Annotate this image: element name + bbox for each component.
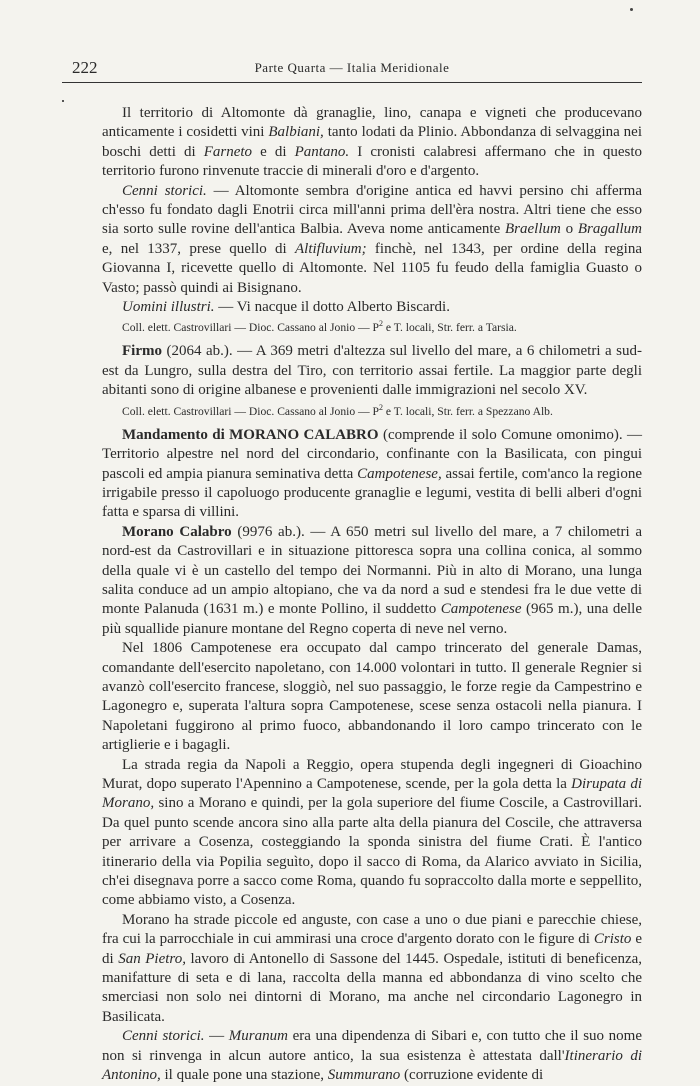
paragraph-morano-town xyxy=(102,911,642,1027)
text: assai fertile, com'anco la regione irrigabile presso il capoluogo producente granaglie e legumi, vestita di belli alberi d'ogni fatta e sparsa di villini. xyxy=(102,465,642,521)
text: sino a Morano e quindi, per la gola superiore del fiume Coscile, a Castrovillari. Da quel punto scende ancora sino alla parte alta della pianura del Coscile, che attraversa per arrivare a Cosenza, costeggiando la sponda sinistra del fiume Crati. È l'antico itinerario della via Popilia seguìto, dopo il sacco di Roma, da Alarico avviato in Sicilia, ch'ei disegnava porre a sacco come Roma, quando fu sopraccolto dalla morte e seppellito, come abbiamo visto, a Cosenza. xyxy=(102,795,642,909)
italic-text: Pantano. xyxy=(294,143,350,160)
text: il quale pone una stazione, xyxy=(160,1067,328,1084)
text: (corruzione evidente di xyxy=(400,1067,544,1084)
italic-text: Uomini illustri. xyxy=(122,299,215,316)
text: — Vi nacque il dotto Alberto Biscardi. xyxy=(214,299,450,316)
italic-text: Itinerario di Antonino, xyxy=(102,1047,642,1084)
paragraph-firmo xyxy=(102,342,642,400)
text: Morano ha strade piccole ed anguste, con case a uno o due piani e parecchie chiese, fra cui la parrocchiale in cui ammirasi una croce d'argento dorato con le figure di xyxy=(102,911,642,948)
italic-text: San Pietro, xyxy=(118,950,186,967)
italic-text: Braellum xyxy=(505,221,561,238)
paragraph-altomonte-notables xyxy=(102,298,642,317)
paragraph-altomonte-territory xyxy=(102,104,642,182)
speck xyxy=(630,8,633,11)
paragraph-morano-history xyxy=(102,1027,642,1085)
paragraph-morano-calabro xyxy=(102,523,642,639)
text: (9976 ab.). — A 650 metri sul livello del mare, a 7 chilometri a nord-est da Castrovillari e in situazione pittoresca sopra una collina conica, al sommo della quale vi è un castello del tempo dei Normanni. Più in alto di Morano, una lunga salita conduce ad un ampio altopiano, che va da nord a sud e stendesi fra le due vette di monte Palanuda (1631 m.) e monte Pollino, il suddetto xyxy=(102,523,642,618)
collegio-note-altomonte xyxy=(102,319,642,336)
text: finchè, nel 1343, per ordine della regina Giovanna I, ricevette quello di Altomonte. Nel 1105 fu feudo della famiglia Guasto o Vasto; passò quindi ai Bisignano. xyxy=(102,240,643,296)
speck xyxy=(62,100,64,102)
text: e di xyxy=(252,143,295,160)
page-body xyxy=(102,104,642,1086)
italic-text: Cristo xyxy=(593,931,632,948)
text: — Altomonte sembra d'origine antica ed havvi persino chi afferma ch'esso fu fondato dagli Enotrii circa mill'anni prima dell'èra nostra. Altri tiene che esso sia sorto sulle rovine dell'antica Balbia. Aveva nome anticamente xyxy=(102,182,642,238)
text: Coll. elett. Castrovillari — Dioc. Cassano al Jonio — P xyxy=(122,404,379,418)
text: — xyxy=(204,1028,229,1045)
italic-text: Cenni storici. xyxy=(122,182,207,199)
running-title: Parte Quarta — Italia Meridionale xyxy=(254,60,450,75)
text: (comprende il solo Comune omonimo). — Territorio alpestre nel nord del circondario, confinante con la Basilicata, con pingui pascoli ed ampia pianura seminativa detta xyxy=(102,426,642,482)
italic-text: Campotenese xyxy=(440,601,522,618)
text: Il territorio di Altomonte dà granaglie, lino, canapa e vigneti che producevano anticamente i cosidetti vini xyxy=(102,105,642,141)
italic-text: Dirupata di Morano, xyxy=(102,776,642,812)
collegio-note-firmo xyxy=(102,403,642,420)
page-number: 222 xyxy=(72,58,98,77)
text: o xyxy=(560,221,578,238)
text: era una dipendenza di Sibari e, con tutto che il suo nome non si rinvenga in alcun autore antico, la sua esistenza è attestata dall' xyxy=(102,1028,642,1064)
text: I cronisti calabresi affermano che in questo territorio furono rinvenute traccie di minerali d'oro e d'argento. xyxy=(102,143,642,180)
italic-text: Cenni storici. xyxy=(122,1028,205,1045)
bold-heading: Morano Calabro xyxy=(122,523,232,540)
paragraph-mandamento-morano xyxy=(102,426,642,523)
paragraph-campotenese-1806 xyxy=(102,639,642,755)
text: Coll. elett. Castrovillari — Dioc. Cassano al Jonio — P xyxy=(122,321,379,335)
text: e, nel 1337, prese quello di xyxy=(102,240,295,257)
italic-text: Summurano xyxy=(327,1067,401,1084)
bold-heading: Firmo xyxy=(122,343,162,360)
italic-text: Farneto xyxy=(203,143,253,160)
text: (2064 ab.). — A 369 metri d'altezza sul livello del mare, a 6 chilometri a sud-est da Lungro, sulla destra del Tiro, con territorio assai fertile. La maggior parte degli abitanti sono di origine albanese e provenienti dalle immigrazioni nel secolo XV. xyxy=(102,343,642,399)
text: La strada regia da Napoli a Reggio, opera stupenda degli ingegneri di Gioachino Murat, dopo superato l'Apennino a Campotenese, scende, per la gola detta la xyxy=(102,756,642,792)
text: e T. locali, Str. ferr. a Spezzano Alb. xyxy=(382,404,553,418)
text: tanto lodati da Plinio. Abbondanza di selvaggina nei boschi detti di xyxy=(102,124,642,160)
text: Nel 1806 Campotenese era occupato dal campo trincerato del generale Damas, comandante dell'esercito napoletano, con 14.000 volontari in tutto. Il generale Regnier si avanzò coll'esercito francese, sloggiò, nel suo passaggio, le forze regie da Campestrino e Lagonegro e, superata l'altura sopra Campotenese, scese senza ostacoli nella pianura. I Napoletani fuggirono al primo fuoco, abbandonando il loro campo trincerato con le artiglierie e i bagagli. xyxy=(102,640,642,754)
bold-heading: Mandamento di MORANO CALABRO xyxy=(122,426,379,443)
text: (965 m.), una delle più squallide pianure montane del Regno coperta di neve nel verno. xyxy=(102,601,642,637)
paragraph-strada-regia xyxy=(102,756,642,911)
italic-text: Campotenese, xyxy=(357,465,442,482)
paragraph-altomonte-history xyxy=(102,182,642,298)
text: e T. locali, Str. ferr. a Tarsia. xyxy=(382,321,517,335)
italic-text: Balbiani, xyxy=(268,124,324,141)
text: e di xyxy=(102,931,642,967)
superscript: 2 xyxy=(378,319,383,329)
superscript: 2 xyxy=(378,402,383,412)
page-header xyxy=(62,58,642,83)
italic-text: Bragallum xyxy=(577,221,643,238)
text: lavoro di Antonello di Sassone del 1445. Ospedale, istituti di beneficenza, manifatture di seta e di lana, raccolta della manna ed abbondanza di vino scelto che smerciasi non solo nei dintorni di Morano, ma anche nel circondario Lagonegro in Basilicata. xyxy=(102,950,643,1025)
italic-text: Muranum xyxy=(228,1028,288,1045)
italic-text: Altifluvium; xyxy=(294,240,367,257)
